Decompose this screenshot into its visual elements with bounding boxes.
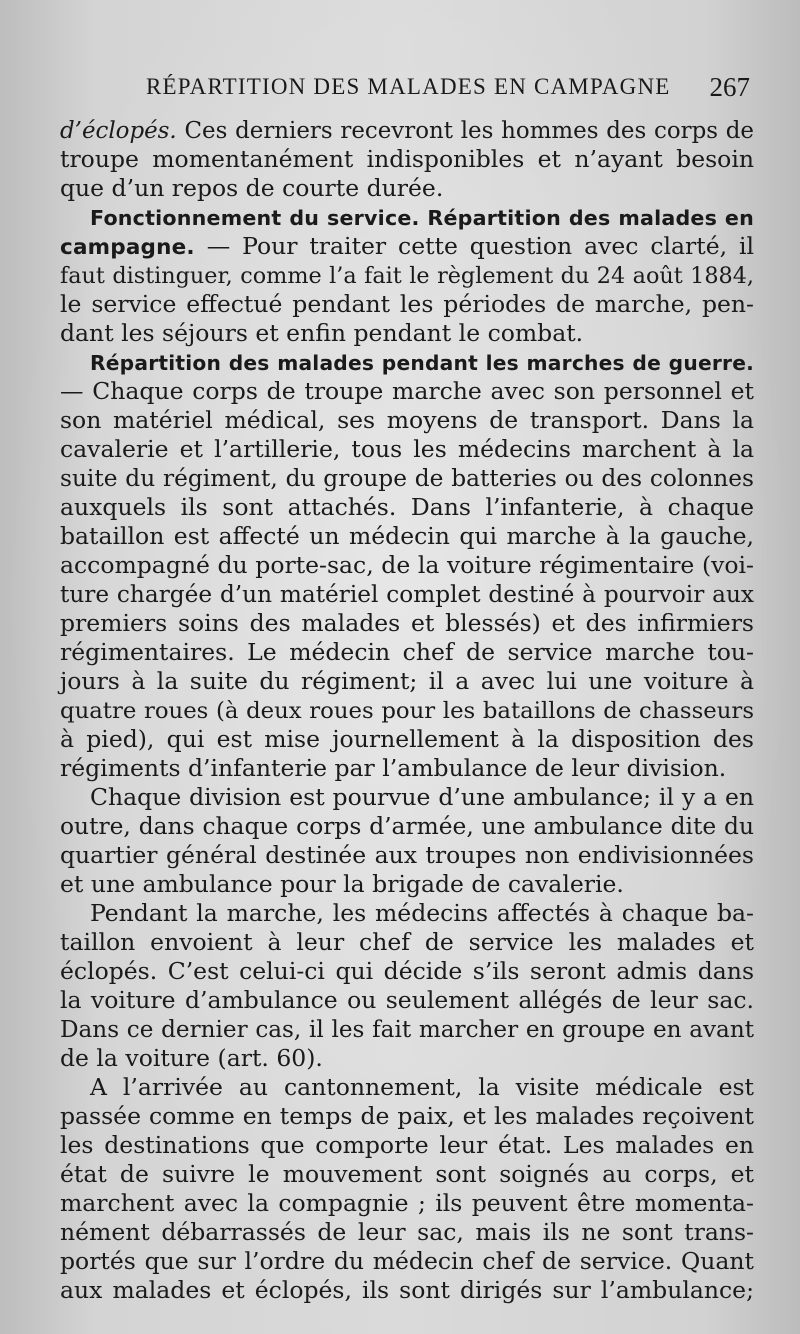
line-text: la voiture d’ambulance ou seulement allégés de leur sac.: [60, 986, 754, 1014]
line-text: état de suivre le mouvement sont soignés au corps, et: [60, 1160, 754, 1188]
text-line: [60, 957, 754, 986]
text-line: [60, 899, 754, 928]
line-text: son matériel médical, ses moyens de transport. Dans la: [60, 406, 754, 434]
text-line: [60, 754, 754, 783]
text-line: [60, 1044, 754, 1073]
body-text: [60, 116, 754, 1305]
text-line: [60, 667, 754, 696]
text-line: [60, 928, 754, 957]
line-text: — Chaque corps de troupe marche avec son personnel et: [60, 377, 754, 405]
line-text: accompagné du porte-sac, de la voiture régimentaire (voi-: [60, 551, 754, 579]
text-line: [60, 783, 754, 812]
text-line: [60, 1015, 754, 1044]
text-line: [60, 464, 754, 493]
text-line: [60, 812, 754, 841]
text-line: [60, 261, 754, 290]
text-line: [60, 725, 754, 754]
text-line: [60, 406, 754, 435]
section-heading: Répartition des malades pendant les marches de guerre.: [90, 351, 754, 375]
text-line: [60, 1160, 754, 1189]
line-text: bataillon est affecté un médecin qui marche à la gauche,: [60, 522, 754, 550]
text-line: [60, 145, 754, 174]
line-text: suite du régiment, du groupe de batteries ou des colonnes: [60, 465, 754, 492]
line-text: et une ambulance pour la brigade de cavalerie.: [60, 870, 624, 898]
text-line: [60, 1218, 754, 1247]
text-line: [60, 435, 754, 464]
line-text: de la voiture (art. 60).: [60, 1044, 323, 1072]
text-line: [60, 290, 754, 319]
line-text: ture chargée d’un matériel complet destiné à pourvoir aux: [60, 581, 754, 608]
page-number: 267: [709, 72, 750, 102]
line-text: A l’arrivée au cantonnement, la visite médicale est: [90, 1073, 754, 1101]
line-text: auxquels ils sont attachés. Dans l’infanterie, à chaque: [60, 493, 754, 521]
text-line: [60, 1276, 754, 1305]
line-text: jours à la suite du régiment; il a avec lui une voiture à: [60, 667, 754, 695]
line-text: taillon envoient à leur chef de service les malades et: [60, 928, 754, 956]
section-heading: Fonctionnement du service. Répartition des malades en: [90, 206, 754, 230]
line-text: troupe momentanément indisponibles et n’ayant besoin: [60, 145, 754, 173]
text-line: [60, 232, 754, 261]
page-header: [146, 74, 750, 110]
text-line: [60, 1073, 754, 1102]
text-line: [60, 551, 754, 580]
line-text: portés que sur l’ordre du médecin chef de service. Quant: [60, 1247, 754, 1275]
line-text: Ces derniers recevront les hommes des corps de: [176, 118, 754, 144]
text-line: [60, 522, 754, 551]
line-text: Dans ce dernier cas, il les fait marcher en groupe en avant: [60, 1017, 754, 1043]
line-text: quatre roues (à deux roues pour les bataillons de chasseurs: [60, 698, 754, 724]
text-line: [60, 1189, 754, 1218]
text-line: [60, 696, 754, 725]
text-line: [60, 870, 754, 899]
line-text: aux malades et éclopés, ils sont dirigés sur l’ambulance;: [60, 1276, 754, 1304]
line-text: les destinations que comporte leur état. Les malades en: [60, 1131, 754, 1159]
line-text: régimentaires. Le médecin chef de service marche tou-: [60, 638, 754, 666]
text-line: [60, 609, 754, 638]
text-line: [60, 319, 754, 348]
line-text: — Pour traiter cette question avec clarté, il: [194, 232, 754, 260]
line-text: Chaque division est pourvue d’une ambulance; il y a en: [90, 783, 754, 811]
line-text: passée comme en temps de paix, et les malades reçoivent: [60, 1102, 754, 1130]
line-text: quartier général destinée aux troupes non endivisionnées: [60, 841, 754, 869]
text-line: [60, 116, 754, 145]
running-title: RÉPARTITION DES MALADES EN CAMPAGNE: [146, 74, 671, 99]
line-text: que d’un repos de courte durée.: [60, 174, 444, 202]
text-line: [60, 203, 754, 232]
text-line: [60, 1102, 754, 1131]
text-line: [60, 1247, 754, 1276]
line-text: nément débarrassés de leur sac, mais ils ne sont trans-: [60, 1218, 754, 1246]
line-text: marchent avec la compagnie ; ils peuvent être momenta-: [60, 1189, 754, 1217]
line-text: à pied), qui est mise journellement à la disposition des: [60, 725, 754, 753]
line-text: le service effectué pendant les périodes de marche, pen-: [60, 290, 754, 318]
line-text: faut distinguer, comme l’a fait le règlement du 24 août 1884,: [60, 263, 754, 289]
text-line: [60, 638, 754, 667]
text-line: [60, 174, 754, 203]
text-line: [60, 986, 754, 1015]
text-line: [60, 493, 754, 522]
italic-lead: d’éclopés.: [60, 118, 177, 144]
section-heading: campagne.: [60, 235, 195, 260]
line-text: régiments d’infanterie par l’ambulance de leur division.: [60, 754, 727, 782]
text-line: [60, 841, 754, 870]
text-line: [60, 377, 754, 406]
line-text: éclopés. C’est celui-ci qui décide s’ils seront admis dans: [60, 957, 754, 985]
line-text: cavalerie et l’artillerie, tous les médecins marchent à la: [60, 435, 754, 463]
line-text: outre, dans chaque corps d’armée, une ambulance dite du: [60, 812, 754, 840]
line-text: premiers soins des malades et blessés) et des infirmiers: [60, 609, 754, 637]
line-text: Pendant la marche, les médecins affectés à chaque ba-: [90, 899, 754, 927]
text-line: [60, 1131, 754, 1160]
text-line: [60, 348, 754, 377]
text-line: [60, 580, 754, 609]
line-text: dant les séjours et enfin pendant le combat.: [60, 319, 584, 347]
